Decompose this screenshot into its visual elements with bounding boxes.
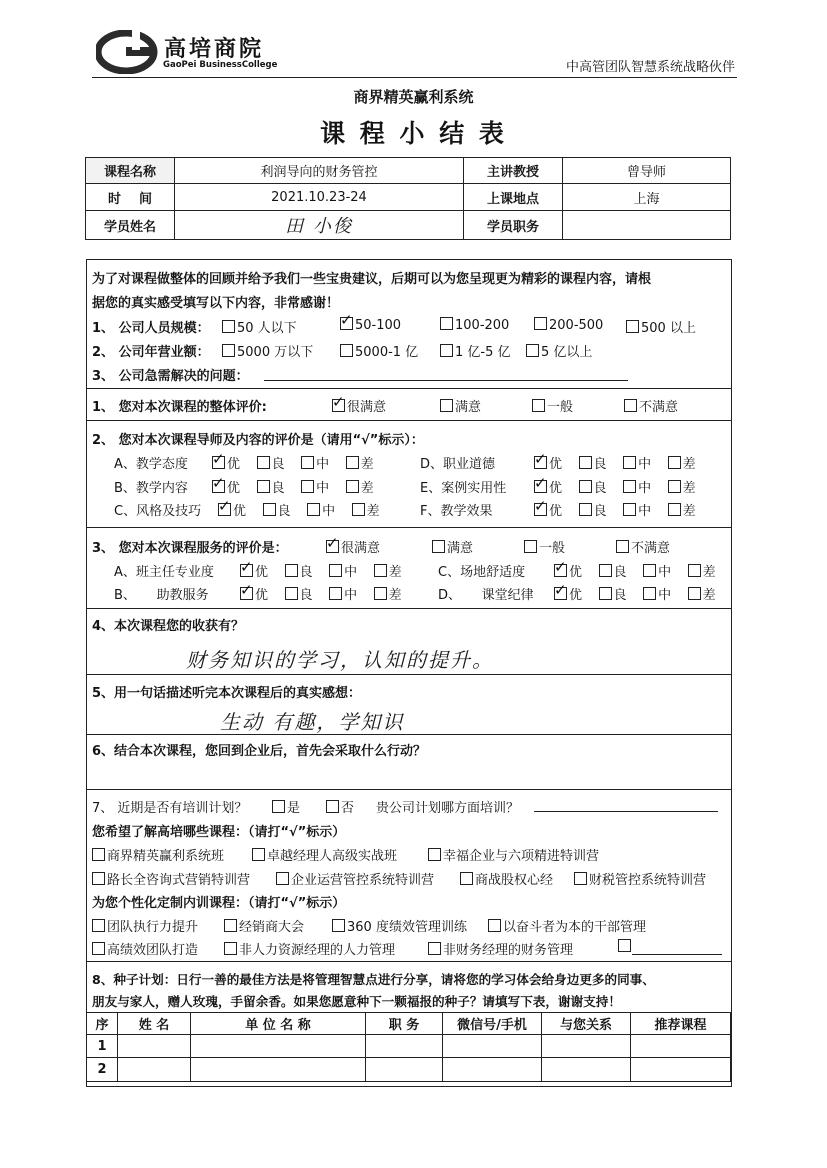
eval2-grades-a[interactable]: ✓优 良 中 差 — [212, 453, 374, 472]
eval3-item-b: B、 助教服务 — [114, 588, 209, 603]
place-label: 上课地点 — [464, 184, 563, 211]
position-value[interactable] — [563, 211, 731, 240]
cell-input[interactable] — [191, 1035, 366, 1058]
eval2-item-f: F、教学效果 — [420, 504, 493, 519]
custom-other-input[interactable] — [632, 954, 722, 955]
place-value: 上海 — [563, 184, 731, 211]
eval2-question: 2、 您对本次课程导师及内容的评价是（请用“√”标示）： — [92, 433, 424, 448]
size-opt-4[interactable]: 200-500 — [534, 317, 603, 333]
checkbox-icon[interactable] — [574, 872, 587, 885]
course-opt-3[interactable]: 幸福企业与六项精进特训营 — [428, 845, 599, 864]
eval3-item-d: D、 课堂纪律 — [438, 588, 534, 603]
teacher-value: 曾导师 — [563, 158, 731, 184]
eval3-item-c: C、场地舒适度 — [438, 565, 526, 580]
teacher-label: 主讲教授 — [464, 158, 563, 184]
col-header: 与您关系 — [542, 1013, 631, 1035]
course-label: 课程名称 — [86, 158, 175, 184]
logo-english-name: GaoPei BusinessCollege — [163, 60, 278, 70]
divider — [86, 674, 731, 675]
custom-opt-3[interactable]: 360 度绩效管理训练 — [332, 916, 467, 935]
table-row — [87, 1035, 731, 1058]
q5-answer[interactable]: 生动 有趣，学知识 — [220, 710, 405, 734]
custom-opt-4[interactable]: 以奋斗者为本的干部管理 — [488, 916, 646, 935]
eval2-grades-e[interactable]: ✓优 良 中 差 — [534, 477, 696, 496]
custom-opt-2[interactable]: 经销商大会 — [224, 916, 304, 935]
divider — [86, 961, 731, 962]
checkbox-icon[interactable] — [326, 800, 339, 813]
cell-input[interactable] — [542, 1058, 631, 1082]
checkbox-checked-icon[interactable] — [340, 317, 353, 330]
checkbox-icon[interactable] — [616, 540, 629, 553]
custom-opt-7[interactable]: 非财务经理的财务管理 — [428, 939, 573, 958]
eval3-opt-1[interactable]: ✓ 很满意 — [326, 537, 380, 556]
col-header: 微信号/手机 — [443, 1013, 542, 1035]
divider — [86, 789, 731, 790]
eval2-item-a: A、教学态度 — [114, 457, 188, 472]
row-number: 1 — [87, 1035, 118, 1058]
checkbox-icon[interactable] — [340, 344, 353, 357]
course-opt-5[interactable]: 企业运营管控系统特训营 — [276, 869, 434, 888]
checkbox-icon[interactable] — [428, 942, 441, 955]
time-label: 时 间 — [86, 184, 175, 211]
company-problem-input[interactable] — [264, 380, 628, 381]
q7-yes[interactable]: 是 — [272, 797, 300, 816]
eval3-grades-b[interactable]: ✓优 良 中 差 — [240, 584, 402, 603]
checkbox-icon[interactable] — [332, 919, 345, 932]
course-opt-4[interactable]: 路长全咨询式营销特训营 — [92, 869, 250, 888]
checkbox-checked-icon[interactable] — [326, 540, 339, 553]
checkbox-icon[interactable] — [276, 872, 289, 885]
course-info-table — [85, 157, 731, 240]
q7-no[interactable]: 否 — [326, 797, 354, 816]
eval2-grades-c[interactable]: ✓优 良 中 差 — [218, 500, 380, 519]
custom-opt-5[interactable]: 高绩效团队打造 — [92, 939, 198, 958]
size-opt-3[interactable]: 100-200 — [440, 317, 509, 333]
logo-chinese-name: 高培商院 — [164, 36, 265, 62]
q6-question: 6、结合本次课程，您回到企业后，首先会采取什么行动？ — [92, 744, 427, 759]
logo-mark-icon — [96, 30, 160, 74]
checkbox-icon[interactable] — [624, 399, 637, 412]
series-title: 商界精英赢利系统 — [353, 88, 474, 106]
col-header: 推荐课程 — [631, 1013, 731, 1035]
checkbox-icon[interactable] — [224, 942, 237, 955]
eval2-item-b: B、教学内容 — [114, 481, 188, 496]
checkbox-icon[interactable] — [460, 872, 473, 885]
company-size-label: 1、 公司人员规模： — [92, 321, 210, 336]
eval2-item-c: C、风格及技巧 — [114, 504, 202, 519]
cell-input[interactable] — [542, 1035, 631, 1058]
cell-input[interactable] — [443, 1058, 542, 1082]
checkbox-checked-icon[interactable] — [332, 399, 345, 412]
checkbox-icon[interactable] — [440, 317, 453, 330]
checkbox-icon[interactable] — [92, 848, 105, 861]
position-label: 学员职务 — [464, 211, 563, 240]
course-opt-6[interactable]: 商战股权心经 — [460, 869, 553, 888]
eval1-opt-2[interactable]: 满意 — [440, 396, 481, 415]
intro-line-2: 据您的真实感受填写以下内容，非常感谢！ — [92, 296, 340, 311]
revenue-opt-2[interactable]: 5000-1 亿 — [340, 341, 418, 360]
referral-table — [86, 1012, 731, 1082]
divider — [86, 388, 731, 389]
size-opt-5[interactable]: 500 以上 — [626, 317, 696, 336]
course-opt-7[interactable]: 财税管控系统特训营 — [574, 869, 706, 888]
revenue-opt-1[interactable]: 5000 万以下 — [222, 341, 313, 360]
checkbox-icon[interactable] — [224, 919, 237, 932]
referral-header-row — [87, 1013, 731, 1035]
q4-answer[interactable]: 财务知识的学习，认知的提升。 — [186, 648, 494, 672]
checkbox-icon[interactable] — [532, 399, 545, 412]
checkbox-icon[interactable] — [92, 942, 105, 955]
divider — [86, 608, 731, 609]
q8-line-1: 8、种子计划：日行一善的最佳方法是将管理智慧点进行分享，请将您的学习体会给身边更多的同事、 — [92, 972, 655, 987]
checkbox-icon[interactable] — [222, 320, 235, 333]
revenue-opt-3[interactable]: 1 亿-5 亿 — [440, 341, 511, 360]
checkbox-icon[interactable] — [92, 872, 105, 885]
revenue-opt-4[interactable]: 5 亿以上 — [526, 341, 592, 360]
col-header: 姓 名 — [118, 1013, 191, 1035]
company-revenue-label: 2、 公司年营业额： — [92, 345, 210, 360]
cell-input[interactable] — [443, 1035, 542, 1058]
course-opt-2[interactable]: 卓越经理人高级实战班 — [252, 845, 397, 864]
table-row — [87, 1058, 731, 1082]
q7-question: 7、 近期是否有培训计划？ — [92, 801, 248, 816]
eval2-item-d: D、职业道德 — [420, 457, 496, 472]
eval2-item-e: E、案例实用性 — [420, 481, 507, 496]
eval2-grades-f[interactable]: ✓优 良 中 差 — [534, 500, 696, 519]
checkbox-icon[interactable] — [488, 919, 501, 932]
eval2-grades-b[interactable]: ✓优 良 中 差 — [212, 477, 374, 496]
size-opt-1[interactable]: 50 人以下 — [222, 317, 297, 336]
cell-input[interactable] — [191, 1058, 366, 1082]
q8-line-2: 朋友与家人，赠人玫瑰，手留余香。如果您愿意种下一颗福报的种子？请填写下表，谢谢支持！ — [92, 994, 621, 1009]
eval1-question: 1、 您对本次课程的整体评价: — [92, 400, 267, 415]
cell-input[interactable] — [631, 1035, 731, 1058]
checkbox-icon[interactable] — [252, 848, 265, 861]
course-opt-1[interactable]: 商界精英赢利系统班 — [92, 845, 224, 864]
checkbox-icon[interactable] — [524, 540, 537, 553]
intro-line-1: 为了对课程做整体的回顾并给予我们一些宝贵建议，后期可以为您呈现更为精彩的课程内容，请根 — [92, 272, 652, 287]
course-value: 利润导向的财务管控 — [175, 158, 464, 184]
custom-opt-1[interactable]: 团队执行力提升 — [92, 916, 198, 935]
eval3-item-a: A、班主任专业度 — [114, 565, 214, 580]
size-opt-2[interactable]: ✓ 50-100 — [340, 317, 401, 333]
col-header: 单 位 名 称 — [191, 1013, 366, 1035]
checkbox-icon[interactable] — [222, 344, 235, 357]
q7-hope-label: 您希望了解高培哪些课程：（请打“√”标示） — [92, 825, 346, 840]
row-number: 2 — [87, 1058, 118, 1082]
q4-question: 4、本次课程您的收获有？ — [92, 619, 245, 634]
checkbox-icon[interactable] — [526, 344, 539, 357]
divider — [86, 734, 731, 735]
q7-which-input[interactable] — [534, 811, 718, 812]
checkbox-icon[interactable] — [440, 344, 453, 357]
col-header: 序 — [87, 1013, 118, 1035]
eval2-grades-d[interactable]: ✓优 良 中 差 — [534, 453, 696, 472]
eval1-opt-4[interactable]: 不满意 — [624, 396, 678, 415]
time-value: 2021.10.23-24 — [175, 184, 464, 211]
q7-which: 贵公司计划哪方面培训？ — [376, 801, 520, 816]
eval3-grades-d[interactable]: ✓优 良 中 差 — [554, 584, 716, 603]
cell-input[interactable] — [366, 1035, 443, 1058]
logo — [96, 30, 160, 74]
col-header: 职 务 — [366, 1013, 443, 1035]
checkbox-icon[interactable] — [626, 320, 639, 333]
eval1-opt-3[interactable]: 一般 — [532, 396, 573, 415]
q5-question: 5、用一句话描述听完本次课程后的真实感想： — [92, 686, 362, 701]
eval1-opt-1[interactable]: ✓ 很满意 — [332, 396, 386, 415]
checkbox-icon[interactable] — [428, 848, 441, 861]
company-size-row — [92, 317, 210, 336]
cell-input[interactable] — [366, 1058, 443, 1082]
cell-input[interactable] — [631, 1058, 731, 1082]
checkbox-icon[interactable] — [440, 399, 453, 412]
custom-opt-other[interactable] — [618, 939, 633, 955]
eval3-grades-c[interactable]: ✓优 良 中 差 — [554, 561, 716, 580]
header-divider — [92, 77, 737, 78]
tagline: 中高管团队智慧系统战略伙伴 — [565, 60, 735, 75]
divider — [86, 527, 731, 528]
cell-input[interactable] — [118, 1035, 191, 1058]
checkbox-icon[interactable] — [618, 939, 631, 952]
company-problem-label: 3、 公司急需解决的问题： — [92, 369, 249, 384]
name-value[interactable]: 田 小俊 — [175, 211, 464, 240]
checkbox-icon[interactable] — [92, 919, 105, 932]
page-title: 课 程 小 结 表 — [320, 119, 507, 148]
eval3-opt-4[interactable]: 不满意 — [616, 537, 670, 556]
checkbox-icon[interactable] — [272, 800, 285, 813]
q7-custom-label: 为您个性化定制内训课程：（请打“√”标示） — [92, 896, 346, 911]
checkbox-icon[interactable] — [432, 540, 445, 553]
divider — [86, 420, 731, 421]
name-label: 学员姓名 — [86, 211, 175, 240]
eval3-opt-3[interactable]: 一般 — [524, 537, 565, 556]
eval3-question: 3、 您对本次课程服务的评价是： — [92, 541, 288, 556]
custom-opt-6[interactable]: 非人力资源经理的人力管理 — [224, 939, 395, 958]
eval3-grades-a[interactable]: ✓优 良 中 差 — [240, 561, 402, 580]
eval3-opt-2[interactable]: 满意 — [432, 537, 473, 556]
checkbox-icon[interactable] — [534, 317, 547, 330]
cell-input[interactable] — [118, 1058, 191, 1082]
